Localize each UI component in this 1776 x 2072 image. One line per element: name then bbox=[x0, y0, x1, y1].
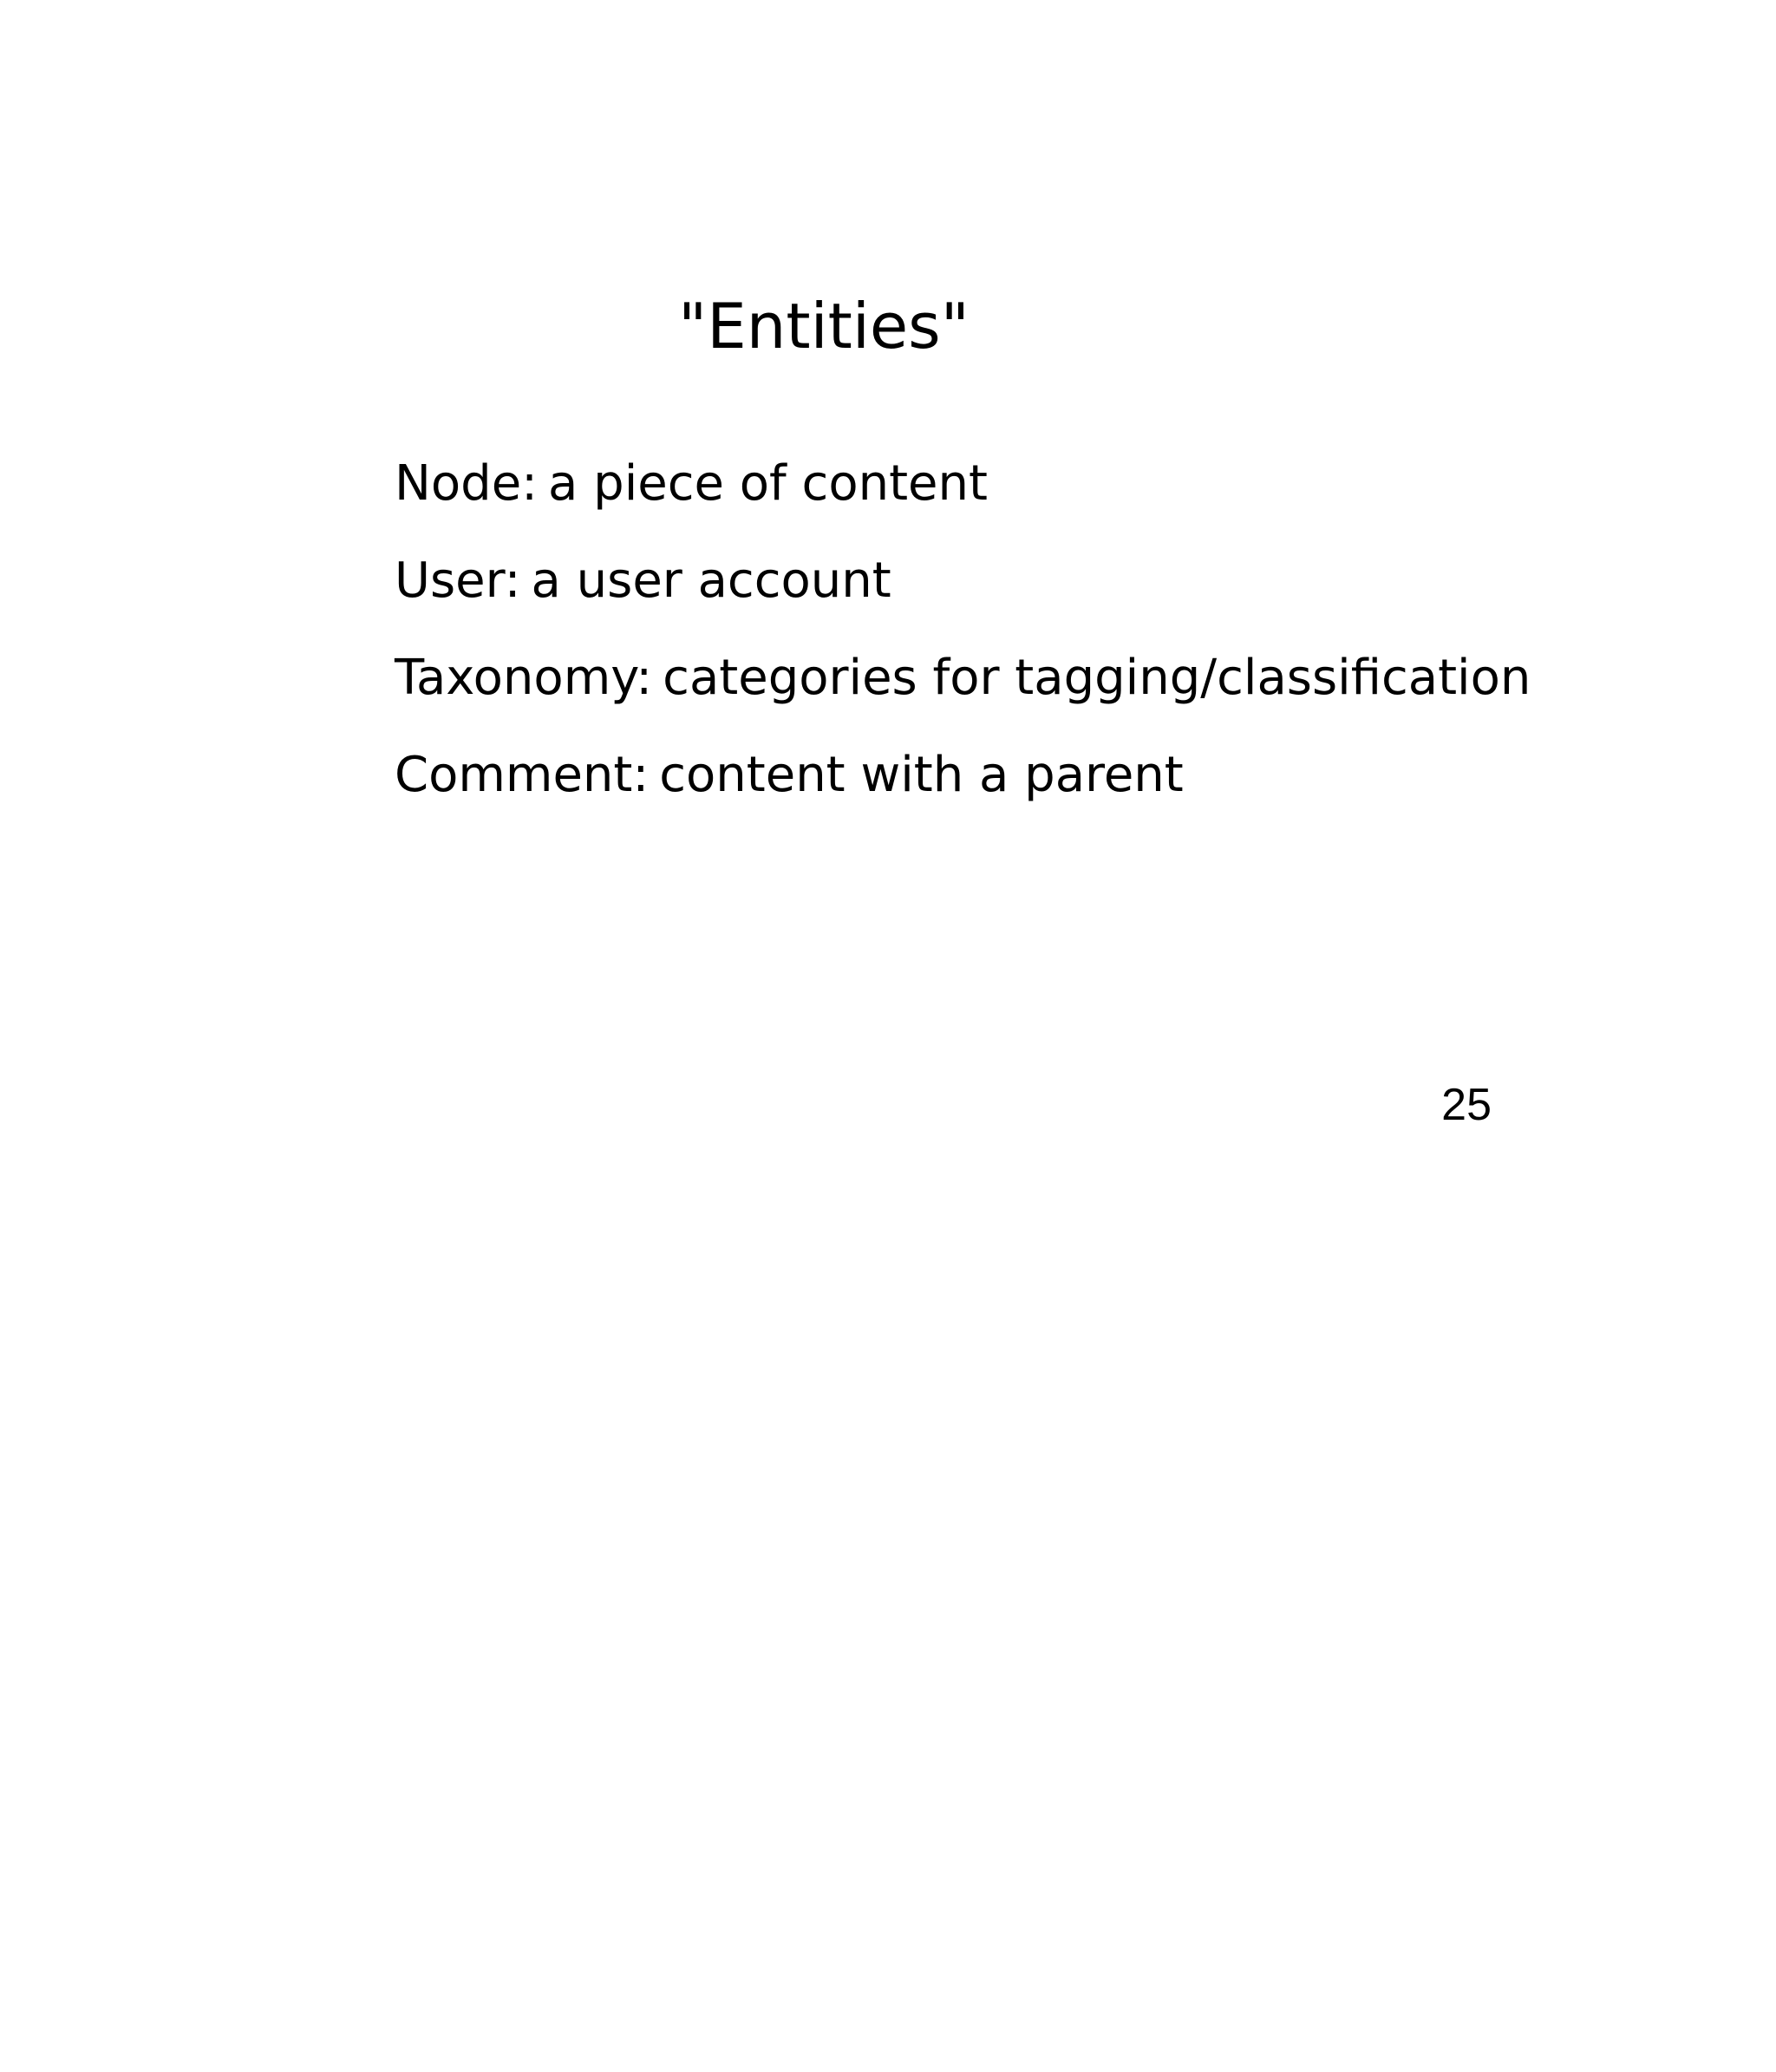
slide-title: "Entities" bbox=[678, 290, 970, 363]
entity-definition: a piece of content bbox=[548, 455, 988, 512]
entity-term: Comment: bbox=[395, 747, 650, 803]
list-item bbox=[395, 650, 1531, 751]
page-number: 25 bbox=[1441, 1080, 1492, 1130]
entity-term: User: bbox=[395, 552, 521, 609]
entity-definition: a user account bbox=[531, 552, 891, 609]
entity-definition: categories for tagging/classification bbox=[663, 650, 1531, 706]
list-item bbox=[395, 747, 1531, 848]
list-item bbox=[395, 455, 1531, 557]
entity-term: Taxonomy: bbox=[395, 650, 653, 706]
entity-list bbox=[395, 455, 1531, 848]
list-item bbox=[395, 552, 1531, 654]
entity-definition: content with a parent bbox=[659, 747, 1184, 803]
entity-term: Node: bbox=[395, 455, 539, 512]
